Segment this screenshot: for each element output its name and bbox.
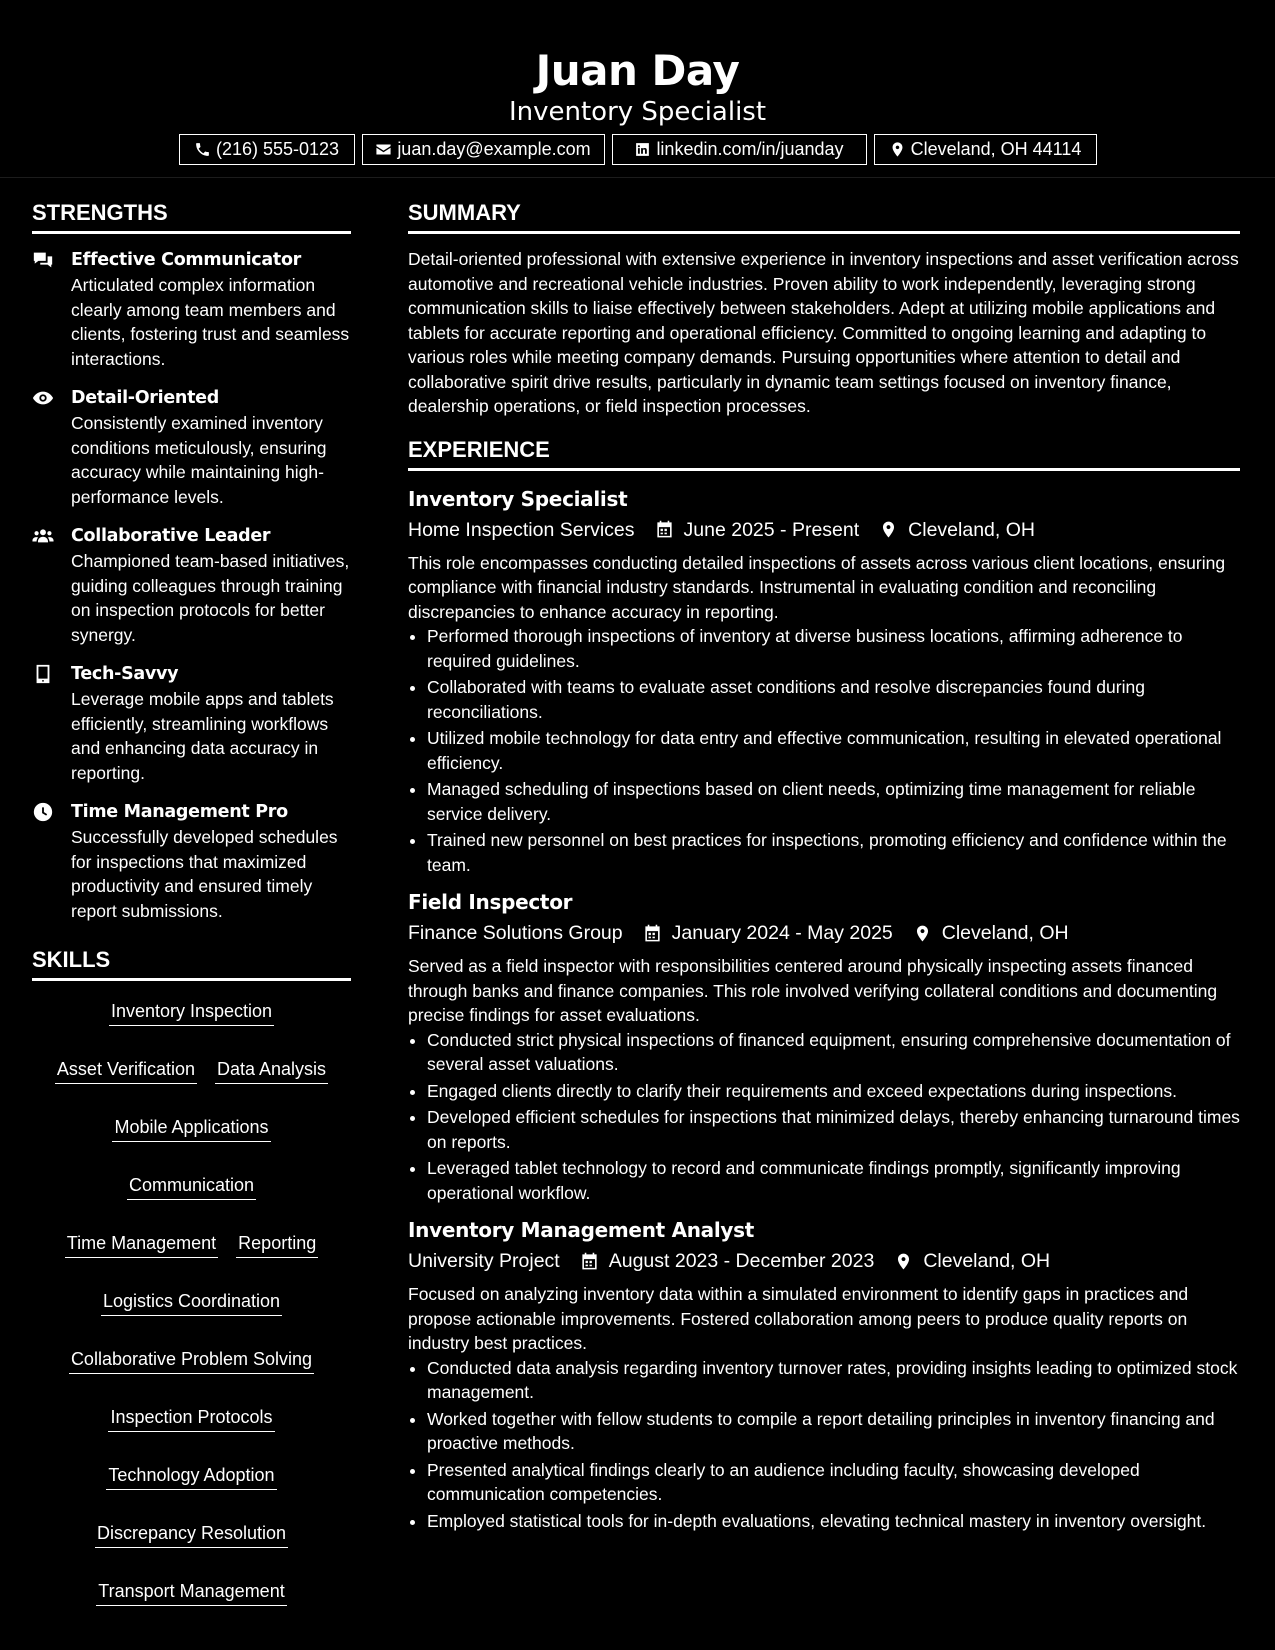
job-bullet: • Employed statistical tools for in-depth evaluations, elevating technical mastery in inventory oversight. — [427, 1509, 1240, 1534]
job-company: Finance Solutions Group — [408, 922, 623, 944]
job-bullet: • Conducted strict physical inspections of financed equipment, ensuring comprehensive documentation of several asset valuations. — [427, 1028, 1240, 1077]
job-bullet: • Worked together with fellow students to compile a report detailing principles in inventory financing and proactive methods. — [427, 1407, 1240, 1456]
skill-tag: Time Management — [65, 1230, 218, 1258]
experience-heading: EXPERIENCE — [408, 433, 1240, 471]
phone-icon — [194, 141, 211, 158]
job-entry — [408, 1215, 1240, 1533]
envelope-icon — [375, 141, 392, 158]
job-dates: August 2023 - December 2023 — [608, 1250, 875, 1272]
job-description: Served as a field inspector with responsibilities centered around physically inspecting assets financed through banks and finance companies. This role involved verifying collateral conditions and documenting precise findings for asset evaluations. — [408, 956, 1218, 1025]
skill-tag: Data Analysis — [215, 1056, 328, 1084]
strength-item — [32, 247, 351, 371]
map-marker-icon — [913, 924, 932, 943]
job-location: Cleveland, OH — [941, 922, 1069, 944]
job-title: Inventory Specialist — [408, 486, 628, 511]
strengths-heading: STRENGTHS — [32, 196, 351, 234]
summary-text: Detail-oriented professional with extensive experience in inventory inspections and asset verification across automotive and recreational vehicle industries. Proven ability to work independently, leveraging strong communication skills to liaise effectively between stakeholders. Adept at utilizing mobile applications and tablets for accurate reporting and operational efficiency. Committed to ongoing learning and adapting to various roles while meeting company demands. Pursuing opportunities where attention to detail and collaborative spirit drive results, particularly in dynamic team settings focused on inventory finance, dealership operations, or field inspection processes. — [408, 249, 1239, 416]
map-marker-icon — [889, 141, 906, 158]
skill-tag: Collaborative Problem Solving — [69, 1346, 314, 1374]
clock-icon — [32, 801, 54, 823]
strength-title: Detail-Oriented — [71, 388, 219, 408]
job-bullet: • Utilized mobile technology for data entry and effective communication, resulting in elevated operational efficiency. — [427, 726, 1240, 775]
map-marker-icon — [879, 520, 898, 539]
strength-title: Effective Communicator — [71, 250, 302, 270]
skills-section — [32, 943, 351, 1606]
job-bullets — [408, 624, 1240, 877]
calendar-icon — [655, 520, 674, 539]
job-title: Inventory Management Analyst — [408, 1218, 755, 1242]
skills-heading: SKILLS — [32, 943, 351, 981]
job-company: University Project — [408, 1250, 560, 1272]
job-dates: June 2025 - Present — [683, 518, 860, 541]
strength-desc: Successfully developed schedules for inspections that maximized productivity and ensured timely report submissions. — [71, 827, 338, 921]
skill-tag: Reporting — [236, 1230, 318, 1258]
linkedin-text: linkedin.com/in/juanday — [656, 139, 844, 159]
job-bullet: • Leveraged tablet technology to record and communicate findings promptly, significantly improving operational workflow. — [427, 1156, 1240, 1205]
job-meta — [408, 514, 1240, 546]
job-bullet: • Trained new personnel on best practices for inspections, promoting efficiency and confidence within the team. — [427, 828, 1240, 877]
job-bullet: • Conducted data analysis regarding inventory turnover rates, providing insights leading to optimized stock management. — [427, 1356, 1240, 1405]
contact-bar — [0, 134, 1275, 165]
job-bullet: • Managed scheduling of inspections based on client needs, optimizing time management for reliable service delivery. — [427, 777, 1240, 826]
email-text: juan.day@example.com — [397, 139, 591, 159]
map-marker-icon — [894, 1252, 913, 1271]
job-bullet: • Presented analytical findings clearly to an audience including faculty, showcasing developed communication competencies. — [427, 1458, 1240, 1507]
job-bullet: • Performed thorough inspections of inventory at diverse business locations, affirming adherence to required guidelines. — [427, 624, 1240, 673]
strength-item — [32, 385, 351, 509]
summary-heading: SUMMARY — [408, 196, 1240, 234]
strength-title: Time Management Pro — [71, 802, 288, 822]
tablet-icon — [32, 663, 54, 685]
eye-icon — [32, 387, 54, 409]
location-text: Cleveland, OH 44114 — [910, 139, 1082, 159]
skill-tag: Communication — [127, 1172, 256, 1200]
skills-list — [32, 994, 351, 1606]
contact-email[interactable] — [362, 134, 605, 165]
job-entry — [408, 887, 1240, 1205]
job-entry — [408, 484, 1240, 878]
strength-item — [32, 661, 351, 785]
job-description: This role encompasses conducting detailed inspections of assets across various client locations, ensuring compliance with financial industry standards. Instrumental in evaluating condition and reconciling discrepancies to enhance accuracy in reporting. — [408, 552, 1226, 622]
right-column — [408, 196, 1240, 1543]
job-bullet: • Engaged clients directly to clarify their requirements and exceed expectations during inspections. — [427, 1079, 1240, 1104]
skill-tag: Inspection Protocols — [108, 1404, 274, 1432]
comments-icon — [32, 249, 54, 271]
candidate-title: Inventory Specialist — [508, 97, 767, 127]
contact-phone[interactable] — [179, 134, 355, 165]
job-title: Field Inspector — [408, 890, 573, 914]
linkedin-icon — [634, 141, 651, 158]
skill-tag: Discrepancy Resolution — [95, 1520, 288, 1548]
job-bullet: • Collaborated with teams to evaluate asset conditions and resolve discrepancies found during reconciliations. — [427, 675, 1240, 724]
skill-tag: Transport Management — [96, 1578, 286, 1606]
strength-item — [32, 523, 351, 647]
job-location: Cleveland, OH — [923, 1250, 1051, 1272]
job-meta — [408, 917, 1240, 949]
skill-tag: Inventory Inspection — [109, 998, 274, 1026]
calendar-icon — [643, 924, 662, 943]
job-bullets — [408, 1028, 1240, 1206]
strength-item — [32, 799, 351, 923]
job-description: Focused on analyzing inventory data within a simulated environment to identify gaps in practices and propose actionable improvements. Fostered collaboration among peers to produce quality reports on industry best practices. — [408, 1284, 1189, 1353]
users-icon — [32, 525, 54, 547]
calendar-icon — [580, 1252, 599, 1271]
strength-desc: Consistently examined inventory conditions meticulously, ensuring accuracy while maintaining high-performance levels. — [71, 413, 327, 507]
skill-tag: Logistics Coordination — [101, 1288, 282, 1316]
left-column — [32, 196, 351, 1606]
skill-tag: Mobile Applications — [112, 1114, 270, 1142]
resume-header — [0, 0, 1275, 178]
skill-tag: Asset Verification — [55, 1056, 197, 1084]
job-company: Home Inspection Services — [408, 518, 635, 541]
candidate-name: Juan Day — [535, 46, 740, 95]
job-bullets — [408, 1356, 1240, 1534]
contact-location — [874, 134, 1097, 165]
job-bullet: • Developed efficient schedules for inspections that minimized delays, thereby enhancing turnaround times on reports. — [427, 1105, 1240, 1154]
strength-desc: Articulated complex information clearly among team members and clients, fostering trust and seamless interactions. — [71, 275, 350, 369]
strength-title: Collaborative Leader — [71, 526, 271, 546]
strength-desc: Leverage mobile apps and tablets efficiently, streamlining workflows and enhancing data accuracy in reporting. — [71, 689, 334, 783]
contact-linkedin[interactable] — [612, 134, 867, 165]
strength-desc: Championed team-based initiatives, guiding colleagues through training on inspection protocols for better synergy. — [71, 551, 350, 645]
job-dates: January 2024 - May 2025 — [671, 922, 893, 944]
strength-title: Tech-Savvy — [71, 664, 179, 684]
phone-text: (216) 555-0123 — [215, 139, 340, 159]
skill-tag: Technology Adoption — [106, 1462, 276, 1490]
job-location: Cleveland, OH — [908, 518, 1035, 541]
job-meta — [408, 1245, 1240, 1277]
